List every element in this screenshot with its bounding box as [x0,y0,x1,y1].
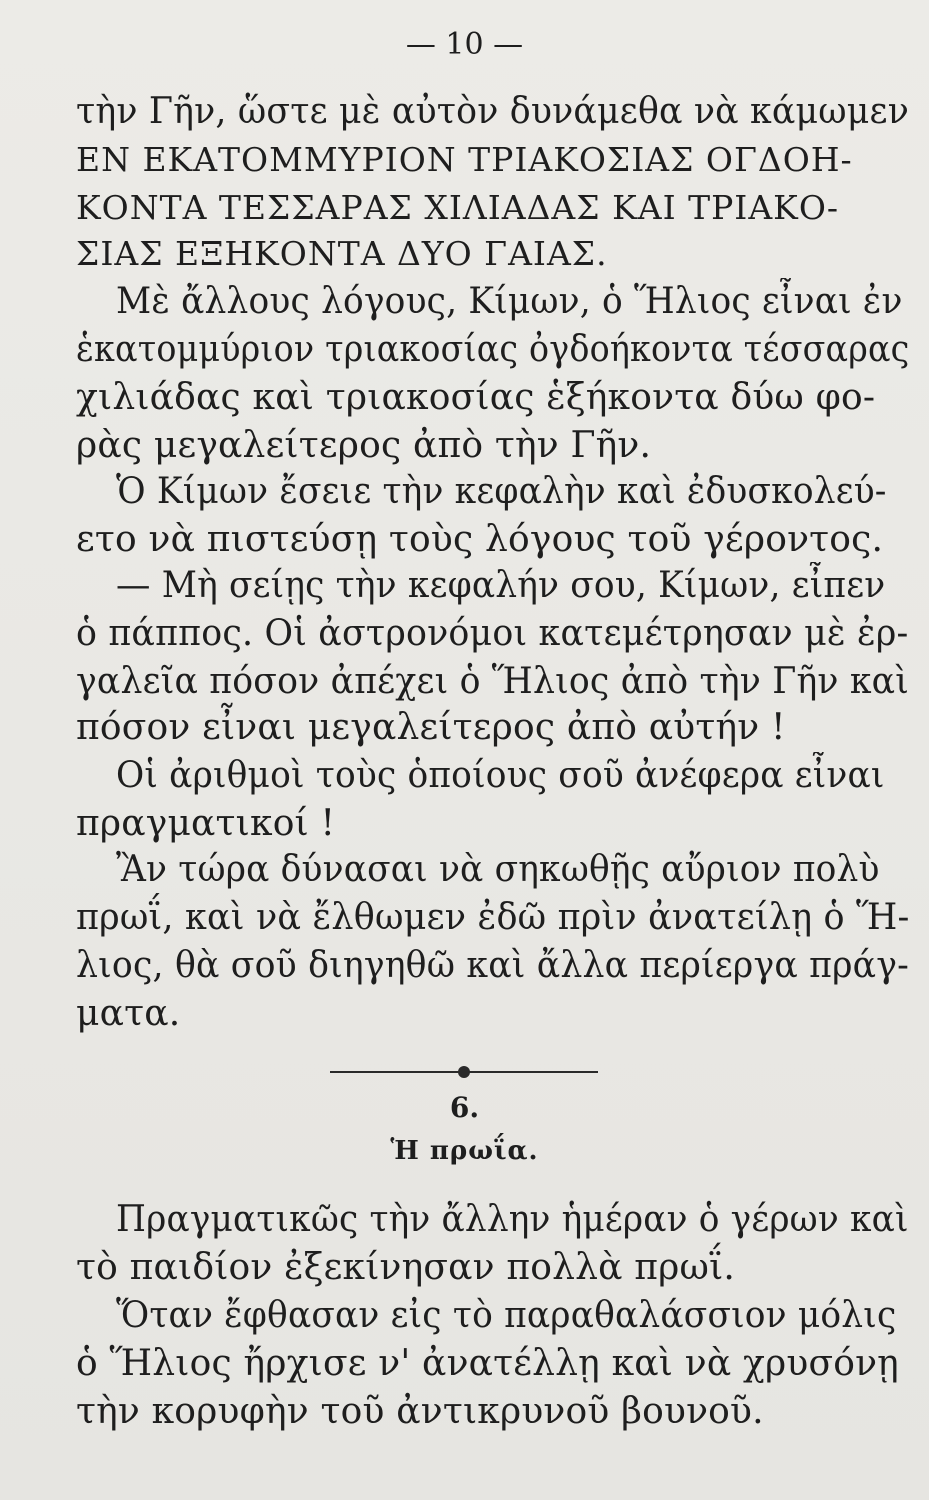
text-line: ΚΟΝΤΑ ΤΕΣΣΑΡΑΣ ΧΙΛΙΑΔΑΣ ΚΑΙ ΤΡΙΑΚΟ- [76,188,840,227]
text-line: Πραγματικῶς τὴν ἄλλην ἡμέραν ὁ γέρων καὶ [116,1199,909,1240]
section-number: 6. [449,1091,480,1124]
text-line: ΕΝ ΕΚΑΤΟΜΜΥΡΙΟΝ ΤΡΙΑΚΟΣΙΑΣ ΟΓΔΟΗ- [76,140,853,179]
text-line: ετο νὰ πιστεύσῃ τοὺς λόγους τοῦ γέροντος. [76,519,884,560]
text-line: ματα. [76,993,181,1034]
text-line: Μὲ ἄλλους λόγους, Κίμων, ὁ Ἥλιος εἶναι ἐν [116,281,903,322]
text-line: τὸ παιδίον ἐξεκίνησαν πολλὰ πρωΐ. [76,1247,736,1288]
text-line: — Μὴ σείῃς τὴν κεφαλήν σου, Κίμων, εἶπεν [116,565,886,606]
text-line: ρὰς μεγαλείτερος ἀπὸ τὴν Γῆν. [76,425,652,466]
text-line: Ἂν τώρα δύνασαι νὰ σηκωθῇς αὔριον πολὺ [116,849,880,890]
text-line: ὁ Ἥλιος ἤρχισε ν' ἀνατέλλῃ καὶ νὰ χρυσόνῃ [76,1343,899,1384]
text-line: Οἱ ἀριθμοὶ τοὺς ὁποίους σοῦ ἀνέφερα εἶναι [116,755,885,796]
text-line: τὴν κορυφὴν τοῦ ἀντικρυνοῦ βουνοῦ. [76,1391,764,1432]
divider-ornament [458,1066,470,1078]
text-line: πραγματικοί ! [76,803,336,844]
text-line: ὁ πάππος. Οἱ ἀστρονόμοι κατεμέτρησαν μὲ ἐρ- [76,613,909,654]
section-title: Ἡ πρωΐα. [390,1136,539,1166]
text-line: χιλιάδας καὶ τριακοσίας ἑξήκοντα δύω φο- [76,377,876,418]
text-line: Ὁ Κίμων ἔσειε τὴν κεφαλὴν καὶ ἐδυσκολεύ- [116,471,887,512]
text-line: Ὅταν ἔφθασαν εἰς τὸ παραθαλάσσιον μόλις [116,1295,897,1336]
text-line: τὴν Γῆν, ὥστε μὲ αὐτὸν δυνάμεθα νὰ κάμωμεν [76,91,910,132]
page-number: — 10 — [405,27,524,62]
text-line: γαλεῖα πόσον ἀπέχει ὁ Ἥλιος ἀπὸ τὴν Γῆν καὶ [76,661,910,702]
text-line: ἑκατομμύριον τριακοσίας ὀγδοήκοντα τέσσαρας [76,329,910,370]
text-line: λιος, θὰ σοῦ διηγηθῶ καὶ ἄλλα περίεργα πράγ- [76,945,910,986]
text-line: πόσον εἶναι μεγαλείτερος ἀπὸ αὐτήν ! [76,707,786,748]
text-line: ΣΙΑΣ ΕΞΗΚΟΝΤΑ ΔΥΟ ΓΑΙΑΣ. [76,234,608,273]
text-line: πρωΐ, καὶ νὰ ἔλθωμεν ἐδῶ πρὶν ἀνατείλῃ ὁ Ἥ- [76,897,910,938]
